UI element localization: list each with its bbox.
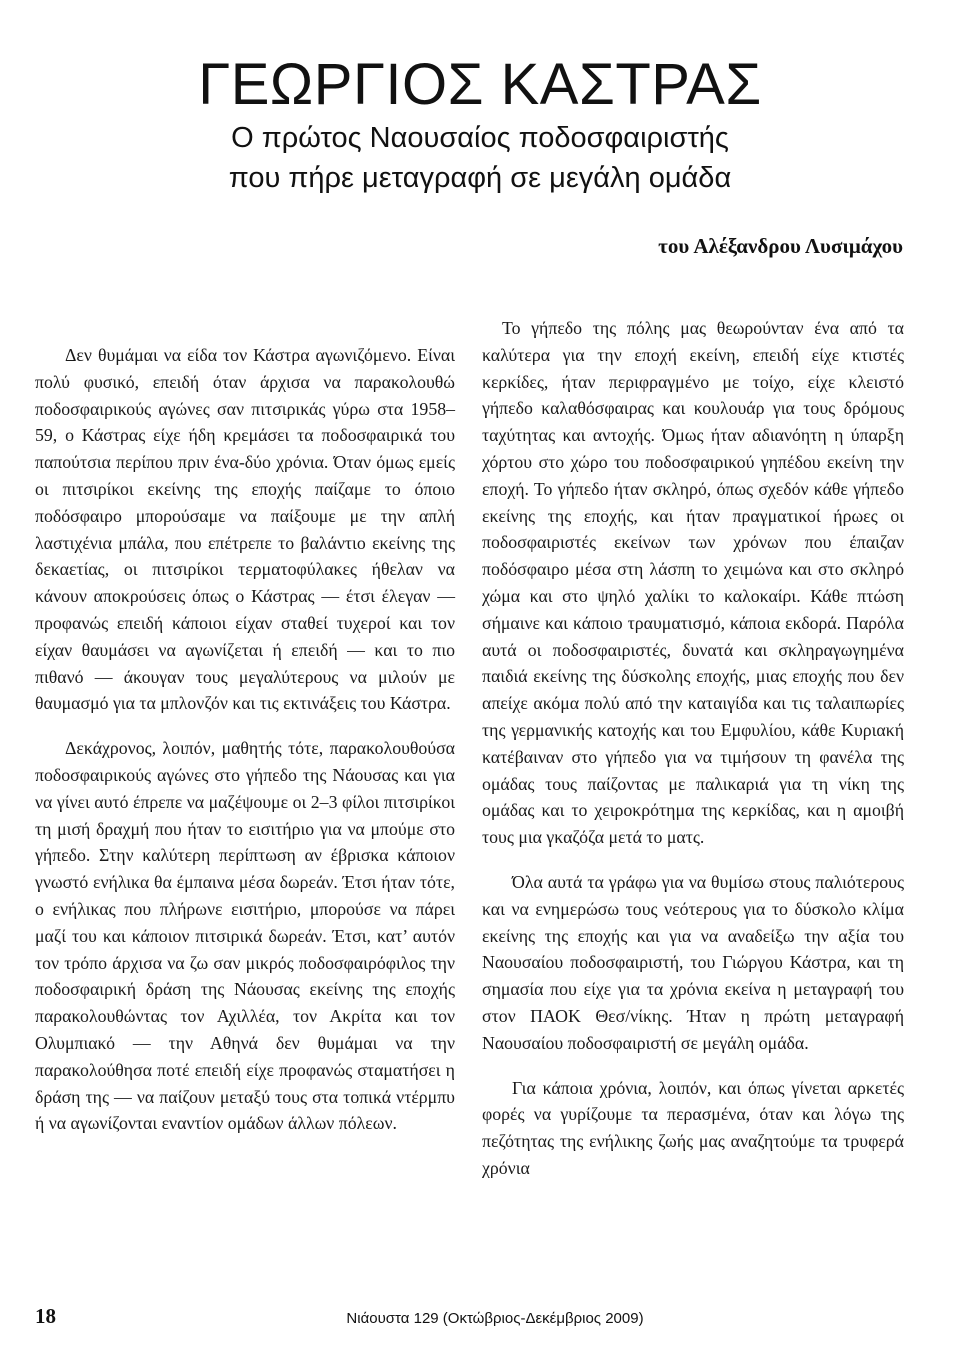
- subtitle-line-2: που πήρε μεταγραφή σε μεγάλη ομάδα: [228, 162, 732, 194]
- right-paragraph-3: Για κάποια χρόνια, λοιπόν, και όπως γίνεται αρκετές φορές να γυρίζουμε τα περασμένα, όταν και λόγω της πεζότητας της ενήλικης ζωής μας αναζητούμε τα τρυφερά χρόνια: [482, 1077, 904, 1178]
- right-column: [482, 315, 904, 1182]
- left-paragraph-1: Δεν θυμάμαι να είδα τον Κάστρα αγωνιζόμενο. Είναι πολύ φυσικό, επειδή όταν άρχισα να παρακολουθώ ποδοσφαιρικούς αγώνες σαν πιτσιρικάς γύρω στα 1958–59, ο Κάστρας είχε ήδη κρεμάσει τα ποδοσφαιρικά του παπούτσια περίπου πριν ένα-δύο χρόνια. Όταν όμως εμείς οι πιτσιρίκοι εκείνης της εποχής παίζαμε το όποιο ποδόσφαιρο μπορούσαμε να παίξουμε με την απλή λαστιχένια μπάλα, που επέτρεπε το βαλάντιο εκείνης της δεκαετίας, οι πιτσιρίκοι τερματοφύλακες ήθελαν να κάνουν αποκρούσεις όπως ο Κάστρας — έτσι έλεγαν — προφανώς επειδή κάποιοι είχαν σταθεί τυχεροί και τον είχαν θαυμάσει να αγωνίζεται ή επειδή — και το πιο πιθανό — άκουγαν τους μεγαλύτερους να μιλούν με θαυμασμό για τα μπλονζόν και τις εκτινάξεις του Κάστρα.: [35, 345, 455, 714]
- article-title: ΓΕΩΡΓΙΟΣ ΚΑΣΤΡΑΣ: [198, 52, 762, 117]
- article-subtitle: [0, 118, 960, 198]
- right-paragraph-1: Το γήπεδο της πόλης μας θεωρούνταν ένα από τα καλύτερα για την εποχή εκείνη, επειδή είχε κτιστές κερκίδες, ήταν περιφραγμένο με τοίχο, είχε κλειστό γήπεδο καλαθόσφαιρας και κουλουάρ για τους δρόμους ταχύτητας και αντοχής. Όμως ήταν αδιανόητη η ύπαρξη χόρτου στο χώρο του ποδοσφαιρικού γηπέδου εκείνη την εποχή. Το γήπεδο ήταν σκληρό, όπως σχεδόν κάθε γήπεδο εκείνης της εποχής, και ήταν πραγματικοί ήρωες οι ποδοσφαιριστές εκείνων των χρόνων που έπαιζαν ποδόσφαιρο μέσα στη λάσπη το χειμώνα και στο σκληρό χώμα και στο ψηλό χαλίκι το καλοκαίρι. Κάθε πτώση σήμαινε και κάποιο τραυματισμό, κάποια εκδορά. Παρόλα αυτά οι ποδοσφαιριστές, δυνατά και σκληραγωγημένα παιδιά εκείνης της δύσκολης εποχής, μιας εποχής που δεν απείχε ακόμα πολύ από την καταιγίδα και τις ταλαιπωρίες της γερμανικής κατοχής και του Εμφυλίου, κάθε Κυριακή κατέβαιναν στο γήπεδο για να τιμήσουν τη φανέλα της ομάδας τους παίζοντας με παλικαριά για τη νίκη της ομάδας και το χειροκρότημα της κερκίδας, και η αμοιβή τους μια γκαζόζα μετά το ματς.: [482, 318, 904, 848]
- right-paragraph-2: Όλα αυτά τα γράφω για να θυμίσω στους παλιότερους και να ενημερώσω τους νεότερους για το δύσκολο κλίμα εκείνης της εποχής και για να αναδείξω την αξία του Ναουσαίου ποδοσφαιριστή, του Γιώργου Κάστρα, και τη σημασία που είχε για τα χρόνια εκείνα η μεταγραφή του στον ΠΑΟΚ Θεσ/νίκης. Ήταν η πρώτη μεταγραφή Ναουσαίου ποδοσφαιριστή σε μεγάλη ομάδα.: [482, 871, 904, 1053]
- subtitle-line-1: Ο πρώτος Ναουσαίος ποδοσφαιριστής: [231, 122, 729, 154]
- article-author: του Αλέξανδρου Λυσιμάχου: [658, 234, 903, 258]
- page-number: 18: [35, 1304, 56, 1328]
- left-paragraph-2: Δεκάχρονος, λοιπόν, μαθητής τότε, παρακολουθούσα ποδοσφαιρικούς αγώνες στο γήπεδο της Νάουσας και για να γίνει αυτό έπρεπε να μαζέψουμε οι 2–3 φίλοι πιτσιρίκοι τη μισή δραχμή που ήταν το εισιτήριο για να μπούμε στο γήπεδο. Στην καλύτερη περίπτωση αν έβρισκα κάποιον γνωστό ενήλικα θα έμπαινα μέσα δωρεάν. Έτσι ήταν τότε, ο ενήλικας που πλήρωνε εισιτήριο, μπορούσε να πάρει μαζί του και κάποιον πιτσιρικά δωρεάν. Έτσι, κατ’ αυτόν τον τρόπο άρχισα να ζω σαν μικρός ποδοσφαιρόφιλος την ποδοσφαιρική δράση της Νάουσας εκείνης της εποχής παρακολουθώντας τον Αχιλλέα, τον Ακρίτα και τον Ολυμπιακό — την Αθηνά δεν θυμάμαι να την παρακολούθησα ποτέ επειδή είχε προφανώς σταματήσει η δράση της — να παίζουν μεταξύ τους στα τοπικά ντέρμπυ ή να αγωνίζονται εναντίον ομάδων άλλων πόλεων.: [35, 738, 455, 1134]
- publication-footer: Νιάουστα 129 (Οκτώβριος-Δεκέμβριος 2009): [346, 1310, 644, 1327]
- left-column: [35, 342, 455, 1137]
